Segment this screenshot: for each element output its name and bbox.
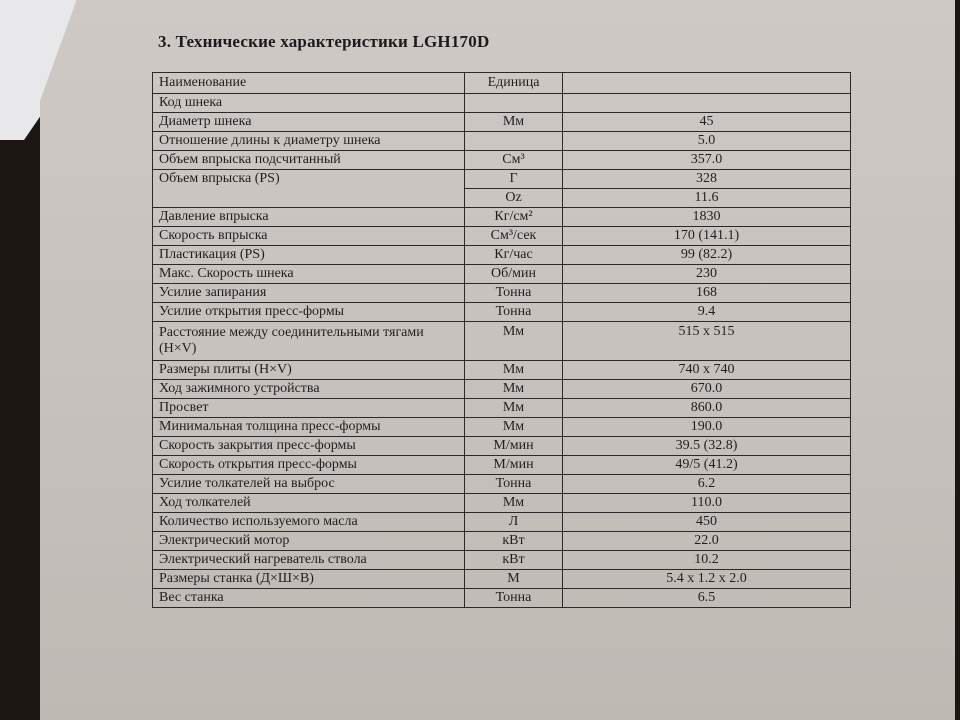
row-name: Ход зажимного устройства	[153, 380, 465, 399]
table-row	[153, 437, 851, 456]
table-header-row	[153, 73, 851, 94]
row-name: Электрический мотор	[153, 532, 465, 551]
row-unit: Мм	[465, 399, 563, 418]
row-unit: Мм	[465, 380, 563, 399]
row-name: Отношение длины к диаметру шнека	[153, 132, 465, 151]
row-name: Размеры станка (Д×Ш×В)	[153, 570, 465, 589]
row-name: Скорость закрытия пресс-формы	[153, 437, 465, 456]
row-unit: Л	[465, 513, 563, 532]
table-row	[153, 151, 851, 170]
header-name: Наименование	[153, 73, 465, 94]
row-name: Код шнека	[153, 94, 465, 113]
table-row	[153, 208, 851, 227]
row-unit: Тонна	[465, 589, 563, 608]
row-value: 49/5 (41.2)	[563, 456, 851, 475]
row-value: 450	[563, 513, 851, 532]
row-name: Макс. Скорость шнека	[153, 265, 465, 284]
table-row	[153, 113, 851, 132]
table-row	[153, 494, 851, 513]
row-unit: Кг/см²	[465, 208, 563, 227]
row-name: Просвет	[153, 399, 465, 418]
row-value: 357.0	[563, 151, 851, 170]
section-title: 3. Технические характеристики LGH170D	[158, 32, 490, 51]
row-value: 99 (82.2)	[563, 246, 851, 265]
table-row	[153, 170, 851, 189]
row-name: Давление впрыска	[153, 208, 465, 227]
row-name: Скорость впрыска	[153, 227, 465, 246]
spec-table	[152, 72, 851, 608]
row-unit: Мм	[465, 494, 563, 513]
row-unit: Г	[465, 170, 563, 189]
header-unit: Единица	[465, 73, 563, 94]
row-unit: См³/сек	[465, 227, 563, 246]
row-name: Пластикация (PS)	[153, 246, 465, 265]
row-value: 740 x 740	[563, 361, 851, 380]
row-unit	[465, 132, 563, 151]
row-unit: Мм	[465, 361, 563, 380]
row-value: 6.5	[563, 589, 851, 608]
row-value-secondary: 11.6	[563, 189, 851, 208]
row-name: Диаметр шнека	[153, 113, 465, 132]
row-unit: кВт	[465, 532, 563, 551]
row-unit: Мм	[465, 322, 563, 361]
row-name: Скорость открытия пресс-формы	[153, 456, 465, 475]
row-unit: Мм	[465, 418, 563, 437]
row-value: 515 x 515	[563, 322, 851, 361]
row-name: Объем впрыска подсчитанный	[153, 151, 465, 170]
row-name: Объем впрыска (PS)	[153, 170, 465, 208]
table-row	[153, 418, 851, 437]
row-value: 190.0	[563, 418, 851, 437]
row-name: Расстояние между соединительными тягами (H×V)	[153, 322, 465, 361]
row-name: Ход толкателей	[153, 494, 465, 513]
row-unit: Кг/час	[465, 246, 563, 265]
row-value: 110.0	[563, 494, 851, 513]
row-value: 230	[563, 265, 851, 284]
row-value: 6.2	[563, 475, 851, 494]
row-name: Усилие открытия пресс-формы	[153, 303, 465, 322]
row-value: 328	[563, 170, 851, 189]
row-unit: Тонна	[465, 284, 563, 303]
row-unit: Об/мин	[465, 265, 563, 284]
row-unit: Тонна	[465, 475, 563, 494]
table-row	[153, 303, 851, 322]
row-value: 860.0	[563, 399, 851, 418]
row-unit: Мм	[465, 113, 563, 132]
row-value: 5.4 x 1.2 x 2.0	[563, 570, 851, 589]
row-value: 170 (141.1)	[563, 227, 851, 246]
row-value	[563, 94, 851, 113]
table-row	[153, 380, 851, 399]
row-value: 9.4	[563, 303, 851, 322]
table-row	[153, 246, 851, 265]
row-value: 5.0	[563, 132, 851, 151]
row-unit-secondary: Oz	[465, 189, 563, 208]
table-row	[153, 513, 851, 532]
row-unit: М/мин	[465, 437, 563, 456]
row-name: Размеры плиты (H×V)	[153, 361, 465, 380]
row-name: Минимальная толщина пресс-формы	[153, 418, 465, 437]
row-name: Усилие запирания	[153, 284, 465, 303]
table-row	[153, 132, 851, 151]
row-value: 10.2	[563, 551, 851, 570]
row-unit: М/мин	[465, 456, 563, 475]
table-row	[153, 284, 851, 303]
row-name: Электрический нагреватель ствола	[153, 551, 465, 570]
table-row	[153, 227, 851, 246]
table-row	[153, 589, 851, 608]
row-unit: Тонна	[465, 303, 563, 322]
row-unit: М	[465, 570, 563, 589]
row-name: Количество используемого масла	[153, 513, 465, 532]
row-name: Вес станка	[153, 589, 465, 608]
table-row	[153, 361, 851, 380]
table-row	[153, 265, 851, 284]
row-unit: См³	[465, 151, 563, 170]
table-row	[153, 94, 851, 113]
table-row	[153, 456, 851, 475]
table-row	[153, 570, 851, 589]
row-value: 39.5 (32.8)	[563, 437, 851, 456]
table-row	[153, 399, 851, 418]
table-row	[153, 551, 851, 570]
row-value: 1830	[563, 208, 851, 227]
table-row	[153, 322, 851, 361]
row-name: Усилие толкателей на выброс	[153, 475, 465, 494]
table-row	[153, 532, 851, 551]
table-row	[153, 475, 851, 494]
row-value: 168	[563, 284, 851, 303]
row-value: 670.0	[563, 380, 851, 399]
row-unit: кВт	[465, 551, 563, 570]
row-unit	[465, 94, 563, 113]
row-value: 45	[563, 113, 851, 132]
header-value	[563, 73, 851, 94]
row-value: 22.0	[563, 532, 851, 551]
